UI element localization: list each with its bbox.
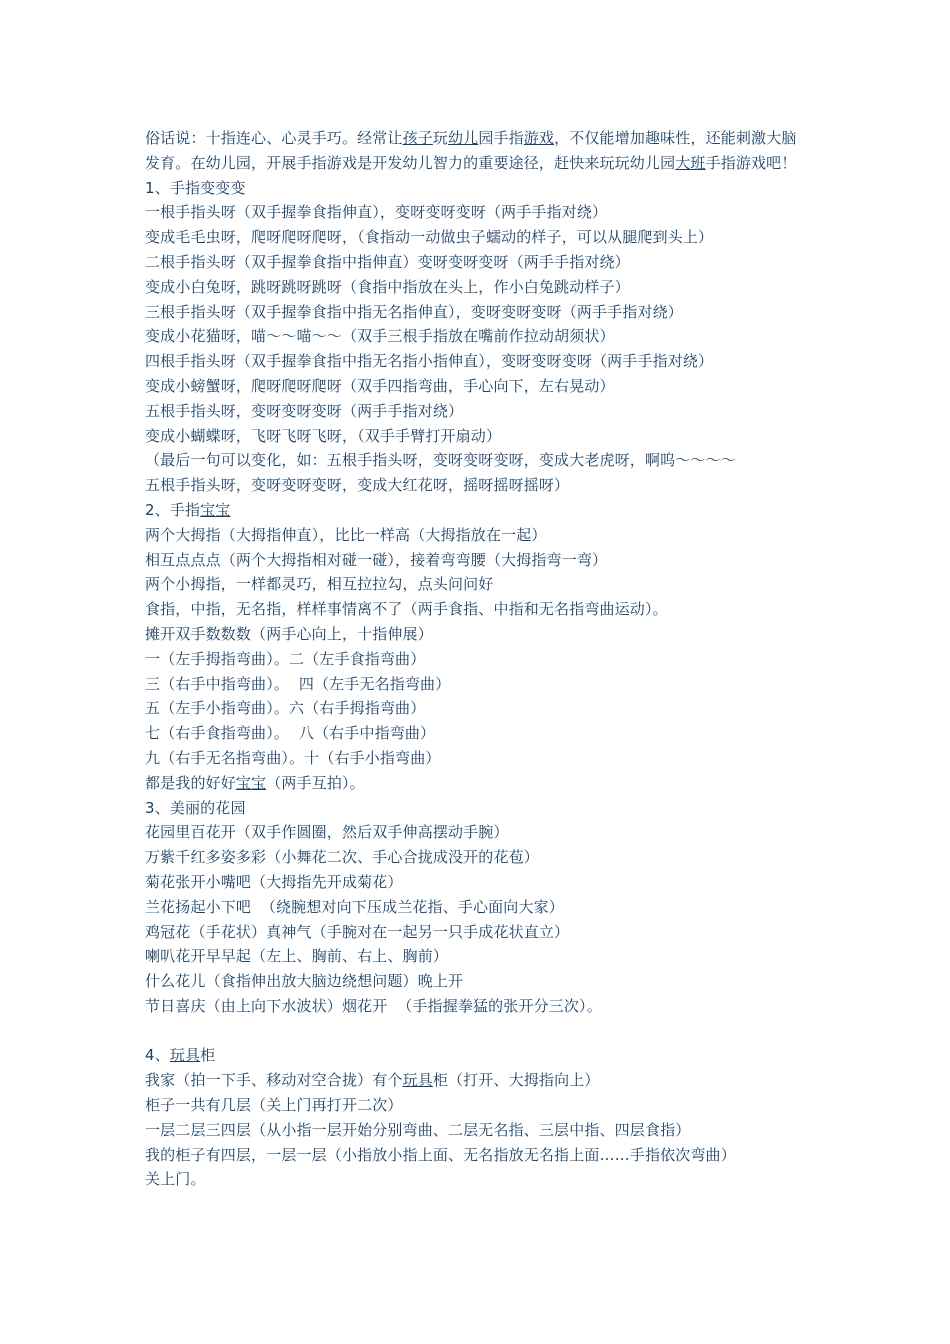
section-2-line: 相互点点点（两个大拇指相对碰一碰），接着弯弯腰（大拇指弯一弯） <box>145 550 608 569</box>
section-4-first-text: 我家（拍一下手、移动对空合拢）有个 <box>145 1071 403 1090</box>
section-1-line: 变成小白兔呀，跳呀跳呀跳呀（食指中指放在头上，作小白兔跳动样子） <box>145 277 630 296</box>
section-2-title <box>145 498 805 523</box>
section-2-line: 食指，中指，无名指，样样事情离不了（两手食指、中指和无名指弯曲运动）。 <box>145 600 668 619</box>
link-baobao-2[interactable]: 宝宝 <box>235 773 267 792</box>
section-4-line: 一层二层三四层（从小指一层开始分别弯曲、二层无名指、三层中指、四层食指） <box>145 1120 691 1139</box>
section-4-line: 关上门。 <box>145 1170 206 1189</box>
intro-text-3: 园手指 <box>478 129 524 147</box>
section-1-line: （最后一句可以变化，如：五根手指头呀，变呀变呀变呀，变成大老虎呀，啊呜～～～～ <box>145 451 736 470</box>
section-2-line: 三（右手中指弯曲）。 四（左手无名指弯曲） <box>145 674 451 693</box>
section-1-line: 一根手指头呀（双手握拳食指伸直），变呀变呀变呀（两手手指对绕） <box>145 203 608 222</box>
section-2-title-text: 2、手指 <box>145 500 201 519</box>
section-2-last-text: 都是我的好好 <box>145 773 236 792</box>
intro-paragraph <box>145 126 805 176</box>
section-3-line: 兰花扬起小下吧 （绕腕想对向下压成兰花指、手心面向大家） <box>145 897 564 916</box>
section-3-line: 花园里百花开（双手作圆圈，然后双手伸高摆动手腕） <box>145 823 509 842</box>
section-1-line: 变成小蝴蝶呀，飞呀飞呀飞呀，（双手手臂打开扇动） <box>145 426 502 445</box>
section-3-line: 什么花儿（食指伸出放大脑边绕想问题）晚上开 <box>145 972 464 991</box>
link-wanju-2[interactable]: 玩具 <box>402 1071 433 1090</box>
section-2-line: 一（左手拇指弯曲）。二（左手食指弯曲） <box>145 649 426 668</box>
section-2-line: 摊开双手数数数（两手心向上，十指伸展） <box>145 624 433 643</box>
link-baobao[interactable]: 宝宝 <box>200 500 231 519</box>
section-4-title-suffix: 柜 <box>200 1046 216 1065</box>
section-4-title-text: 4、 <box>145 1046 170 1065</box>
section-3-line: 喇叭花开早早起（左上、胸前、右上、胸前） <box>145 947 449 966</box>
link-wanju[interactable]: 玩具 <box>169 1046 201 1065</box>
section-2-line: 两个小拇指，一样都灵巧，相互拉拉勾，点头问问好 <box>145 575 494 594</box>
intro-text-2: 玩 <box>432 129 449 147</box>
section-4-first-line <box>145 1068 805 1093</box>
section-1-line: 变成毛毛虫呀，爬呀爬呀爬呀，（食指动一动做虫子蠕动的样子，可以从腿爬到头上） <box>145 228 714 247</box>
section-2-last-line <box>145 771 805 796</box>
link-youer[interactable]: 幼儿 <box>448 129 479 147</box>
section-1-title: 1、手指变变变 <box>145 178 246 197</box>
section-1-line: 三根手指头呀（双手握拳食指中指无名指伸直），变呀变呀变呀（两手手指对绕） <box>145 302 683 321</box>
section-3-title: 3、美丽的花园 <box>145 798 246 817</box>
link-kids[interactable]: 孩子 <box>402 129 433 147</box>
section-3-line: 万紫千红多姿多彩（小舞花二次、手心合拢成没开的花苞） <box>145 848 539 867</box>
section-1-line: 变成小花猫呀，喵～～喵～～（双手三根手指放在嘴前作拉动胡须状） <box>145 327 615 346</box>
section-3-line: 节日喜庆（由上向下水波状）烟花开 （手指握拳猛的张开分三次）。 <box>145 996 602 1015</box>
section-4-first-suffix: 柜（打开、大拇指向上） <box>432 1071 600 1090</box>
intro-text-4: ，不仅能增加趣味性，还能刺激大脑发育。在幼儿园，开展手指游戏是开发幼儿智力的重要途径，赶快来玩玩幼儿园 <box>145 129 797 172</box>
section-2-line: 五（左手小指弯曲）。六（右手拇指弯曲） <box>145 699 426 718</box>
section-1-line: 五根手指头呀，变呀变呀变呀，变成大红花呀，摇呀摇呀摇呀） <box>145 476 570 495</box>
section-4-line: 柜子一共有几层（关上门再打开二次） <box>145 1096 403 1115</box>
blank-line <box>145 1019 805 1044</box>
section-1-line: 二根手指头呀（双手握拳食指中指伸直）变呀变呀变呀（两手手指对绕） <box>145 252 630 271</box>
section-2-line: 九（右手无名指弯曲）。十（右手小指弯曲） <box>145 748 441 767</box>
section-2-line: 两个大拇指（大拇指伸直），比比一样高（大拇指放在一起） <box>145 525 547 544</box>
section-1-line: 五根手指头呀，变呀变呀变呀（两手手指对绕） <box>145 401 464 420</box>
section-3-line: 菊花张开小嘴吧（大拇指先开成菊花） <box>145 872 403 891</box>
section-4-title <box>145 1043 805 1068</box>
section-3-line: 鸡冠花（手花状）真神气（手腕对在一起另一只手成花状直立） <box>145 922 570 941</box>
section-2-line: 七（右手食指弯曲）。 八（右手中指弯曲） <box>145 724 436 743</box>
section-2-last-suffix: （两手互拍）。 <box>266 773 365 792</box>
section-1-line: 四根手指头呀（双手握拳食指中指无名指小指伸直），变呀变呀变呀（两手手指对绕） <box>145 352 714 371</box>
document-body <box>145 126 805 1192</box>
intro-text-5: 手指游戏吧！ <box>705 153 797 172</box>
link-games[interactable]: 游戏 <box>523 129 555 147</box>
link-daban[interactable]: 大班 <box>675 153 706 172</box>
section-4-line: 我的柜子有四层，一层一层（小指放小指上面、无名指放无名指上面……手指依次弯曲） <box>145 1145 736 1164</box>
section-1-line: 变成小螃蟹呀，爬呀爬呀爬呀（双手四指弯曲，手心向下，左右晃动） <box>145 376 615 395</box>
intro-text-1: 俗话说：十指连心、心灵手巧。经常让 <box>145 129 403 147</box>
